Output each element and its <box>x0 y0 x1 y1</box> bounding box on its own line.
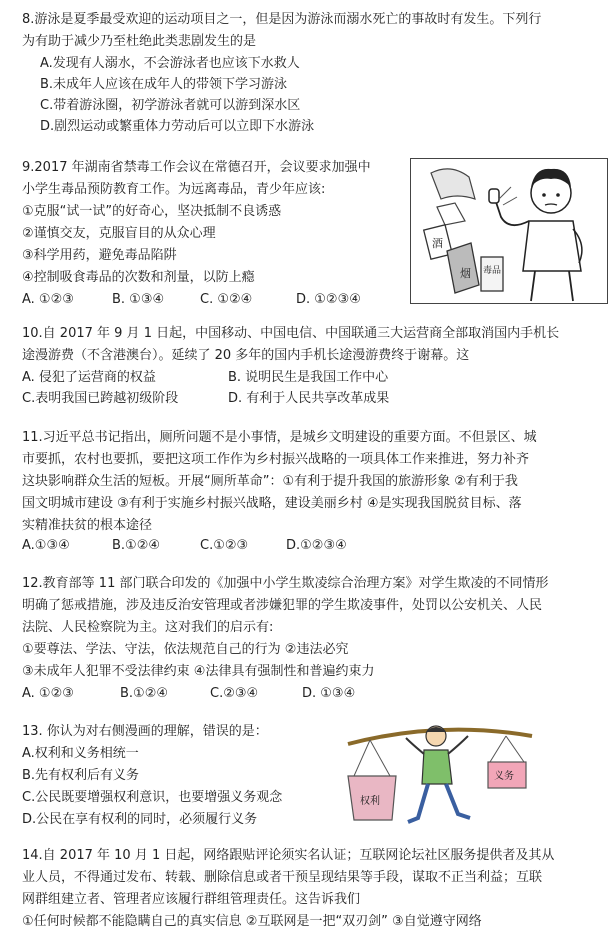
question-10-option-a: A. 侵犯了运营商的权益 <box>22 370 156 385</box>
label-quanli: 权利 <box>360 796 380 807</box>
question-8-option-d: D.剧烈运动或繁重体力劳动后可以立即下水游泳 <box>40 119 315 134</box>
question-12-option-d: D. ①③④ <box>302 686 356 701</box>
question-11-line-5: 实精准扶贫的根本途径 <box>22 518 153 533</box>
question-9-option-b: B. ①③④ <box>112 292 165 307</box>
label-jiu: 酒 <box>432 237 443 250</box>
question-12-line-2: 明确了惩戒措施，涉及违反治安管理或者涉嫌犯罪的学生欺凌事件，处罚以公安机关、人民 <box>22 598 543 613</box>
question-14-line-2: 业人员，不得通过发布、转载、删除信息或者干预呈现结果等手段，谋取不正当利益；互联 <box>22 870 543 885</box>
question-9-option-c: C. ①②④ <box>200 292 253 307</box>
question-8-option-a: A.发现有人溺水，不会游泳者也应该下水救人 <box>40 56 300 71</box>
question-9-statement-1: ①克服“试一试”的好奇心，坚决抵制不良诱惑 <box>22 204 282 219</box>
question-9-line-2: 小学生毒品预防教育工作。为远离毒品，青少年应该: <box>22 182 326 197</box>
question-12-statements-1-2: ①要尊法、学法、守法，依法规范自己的行为 ②违法必究 <box>22 642 349 657</box>
question-8-line-2: 为有助于减少乃至杜绝此类悲剧发生的是 <box>22 34 257 49</box>
question-8-option-b: B.未成年人应该在成年人的带领下学习游泳 <box>40 77 288 92</box>
question-12-line-3: 法院、人民检察院为主。这对我们的启示有: <box>22 620 274 635</box>
question-12-option-b: B.①②④ <box>120 686 169 701</box>
question-9-line-1: 9.2017 年湖南省禁毒工作会议在常德召开，会议要求加强中 <box>22 160 371 175</box>
label-yan: 烟 <box>460 267 471 280</box>
question-9-statement-2: ②谨慎交友，克服盲目的从众心理 <box>22 226 216 241</box>
question-14-line-1: 14.自 2017 年 10 月 1 日起，网络跟贴评论须实名认证；互联网论坛社区服务提供者及其从 <box>22 848 555 863</box>
question-9-statement-3: ③科学用药，避免毒品陷阱 <box>22 248 177 263</box>
rights-duties-cartoon <box>340 714 540 832</box>
question-13-option-b: B.先有权利后有义务 <box>22 768 140 783</box>
anti-drug-cartoon-drawing <box>411 159 607 303</box>
question-13-line-1: 13. 你认为对右侧漫画的理解，错误的是： <box>22 724 268 739</box>
question-13-option-c: C.公民既要增强权利意识，也要增强义务观念 <box>22 790 283 805</box>
label-dupin: 毒品 <box>483 266 502 276</box>
question-11-line-1: 11.习近平总书记指出，厕所问题不是小事情，是城乡文明建设的重要方面。不但景区、城 <box>22 430 537 445</box>
question-11-line-3: 这块影响群众生活的短板。开展“厕所革命”：①有利于提升我国的旅游形象 ②有利于我 <box>22 474 518 489</box>
question-9-statement-4: ④控制吸食毒品的次数和剂量，以防上瘾 <box>22 270 255 285</box>
question-10-line-1: 10.自 2017 年 9 月 1 日起，中国移动、中国电信、中国联通三大运营商全部取消国内手机长 <box>22 326 560 341</box>
question-11-line-2: 市要抓，农村也要抓，要把这项工作作为乡村振兴战略的一项具体工作来推进，努力补齐 <box>22 452 530 467</box>
question-10-option-c: C.表明我国已跨越初级阶段 <box>22 391 179 406</box>
question-10-option-d: D. 有利于人民共享改革成果 <box>228 391 390 406</box>
question-14-statements: ①任何时候都不能隐瞒自己的真实信息 ②互联网是一把“双刃剑” ③自觉遵守网络 <box>22 914 482 929</box>
question-12-option-c: C.②③④ <box>210 686 259 701</box>
question-11-option-a: A.①③④ <box>22 538 70 553</box>
question-13-option-d: D.公民在享有权利的同时，必须履行义务 <box>22 812 258 827</box>
label-yiwu: 义务 <box>494 771 514 782</box>
question-14-line-3: 网群组建立者、管理者应该履行群组管理责任。这告诉我们 <box>22 892 361 907</box>
question-13-option-a: A.权利和义务相统一 <box>22 746 139 761</box>
question-8-option-c: C.带着游泳圈，初学游泳者就可以游到深水区 <box>40 98 301 113</box>
question-11-option-b: B.①②④ <box>112 538 161 553</box>
question-12-line-1: 12.教育部等 11 部门联合印发的《加强中小学生欺凌综合治理方案》对学生欺凌的不同情形 <box>22 576 549 591</box>
question-10-option-b: B. 说明民生是我国工作中心 <box>228 370 389 385</box>
question-11-line-4: 国文明城市建设 ③有利于实施乡村振兴战略，建设美丽乡村 ④是实现我国脱贫目标、落 <box>22 496 522 511</box>
question-12-option-a: A. ①②③ <box>22 686 74 701</box>
question-9-option-d: D. ①②③④ <box>296 292 361 307</box>
question-8-line-1: 8.游泳是夏季最受欢迎的运动项目之一，但是因为游泳而溺水死亡的事故时有发生。下列行 <box>22 12 542 27</box>
anti-drug-cartoon <box>410 158 608 304</box>
question-12-statements-3-4: ③未成年人犯罪不受法律约束 ④法律具有强制性和普遍约束力 <box>22 664 375 679</box>
question-11-option-c: C.①②③ <box>200 538 249 553</box>
question-10-line-2: 途漫游费（不含港澳台）。延续了 20 多年的国内手机长途漫游费终于谢幕。这 <box>22 348 470 363</box>
question-9-option-a: A. ①②③ <box>22 292 74 307</box>
question-11-option-d: D.①②③④ <box>286 538 347 553</box>
rights-duties-cartoon-drawing <box>340 714 540 832</box>
